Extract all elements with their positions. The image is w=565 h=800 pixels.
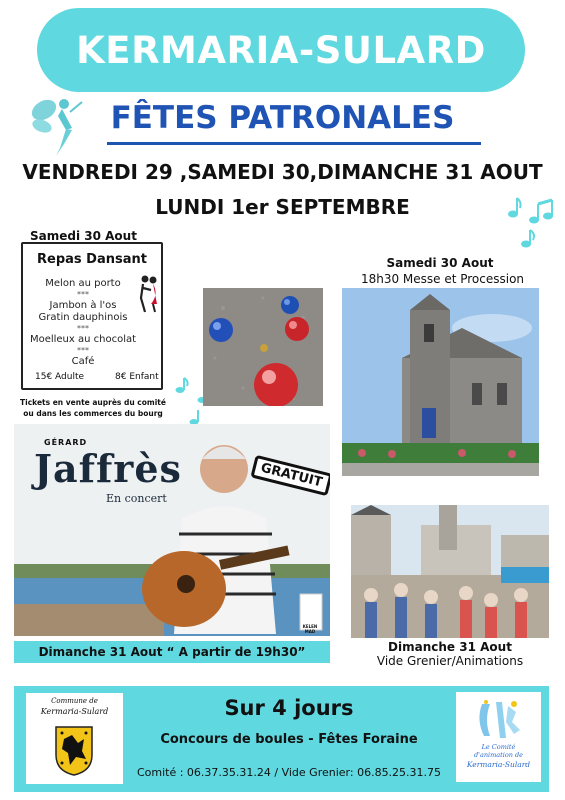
footer-contact: Comité : 06.37.35.31.24 / Vide Grenier: 06.85.25.31.75: [136, 766, 442, 779]
tickets-line-1: Tickets en vente auprès du comité: [20, 398, 166, 407]
concert-artist: Jaffrès: [34, 446, 182, 491]
tickets-line-2: ou dans les commerces du bourg: [23, 409, 163, 418]
dancing-couple-icon: [137, 274, 161, 314]
footer-banner: [14, 686, 549, 792]
page-title: KERMARIA-SULARD: [76, 28, 486, 72]
comite-line-3: Kermaria-Sulard: [466, 760, 531, 769]
price-child: 8€ Enfant: [115, 372, 159, 382]
footer-title: Sur 4 jours: [224, 696, 354, 720]
comite-line-1: Le Comité: [481, 743, 516, 751]
commune-label: Commune de: [51, 697, 98, 705]
concert-tagline: En concert: [106, 492, 167, 505]
commune-logo: [26, 693, 123, 784]
concert-banner: Dimanche 31 Aout “ A partir de 19h30”: [14, 641, 330, 663]
market-photo: [351, 505, 549, 638]
church-photo: [342, 288, 539, 476]
tickets-info: [13, 397, 173, 419]
church-event: 18h30 Messe et Procession: [360, 272, 525, 286]
dates-line-2: LUNDI 1er SEPTEMBRE: [155, 195, 410, 219]
free-stamp: GRATUIT: [250, 455, 330, 496]
concert-poster: [14, 424, 330, 636]
menu-separator: ***: [77, 290, 89, 299]
title-banner: [37, 8, 525, 92]
kelen-mad-logo-icon: KELEN MAD: [302, 624, 318, 634]
menu-separator: ***: [77, 324, 89, 333]
menu-separator: ***: [77, 346, 89, 355]
commune-name: Kermaria-Sulard: [40, 707, 109, 716]
dates-line-1: VENDREDI 29 ,SAMEDI 30,DIMANCHE 31 AOUT: [22, 160, 543, 184]
page-subtitle: FÊTES PATRONALES: [110, 100, 455, 136]
coat-of-arms-icon: [54, 725, 94, 777]
church-day: Samedi 30 Aout: [386, 256, 494, 270]
menu-item: Café: [71, 356, 95, 367]
boules-photo: [203, 288, 323, 406]
menu-item: Melon au porto: [45, 278, 121, 289]
menu-card: [21, 242, 163, 390]
price-adult: 15€ Adulte: [35, 372, 85, 382]
market-day: Dimanche 31 Aout: [388, 640, 512, 654]
concert-first-name: GÉRARD: [44, 438, 88, 447]
footer-subtitle: Concours de boules - Fêtes Foraine: [160, 732, 418, 747]
menu-item: Jambon à l'os: [49, 300, 117, 311]
menu-item: Moelleux au chocolat: [29, 334, 137, 345]
comite-line-2: d'animation de: [474, 751, 523, 759]
market-event: Vide Grenier/Animations: [376, 654, 524, 668]
subtitle-underline: [107, 142, 481, 145]
menu-title: Repas Dansant: [37, 252, 147, 267]
menu-item: Gratin dauphinois: [38, 312, 128, 323]
comite-logo: [456, 692, 541, 782]
comite-logo-icon: [474, 698, 524, 742]
music-notes-icon: [500, 192, 558, 256]
menu-day: Samedi 30 Aout: [30, 229, 137, 243]
